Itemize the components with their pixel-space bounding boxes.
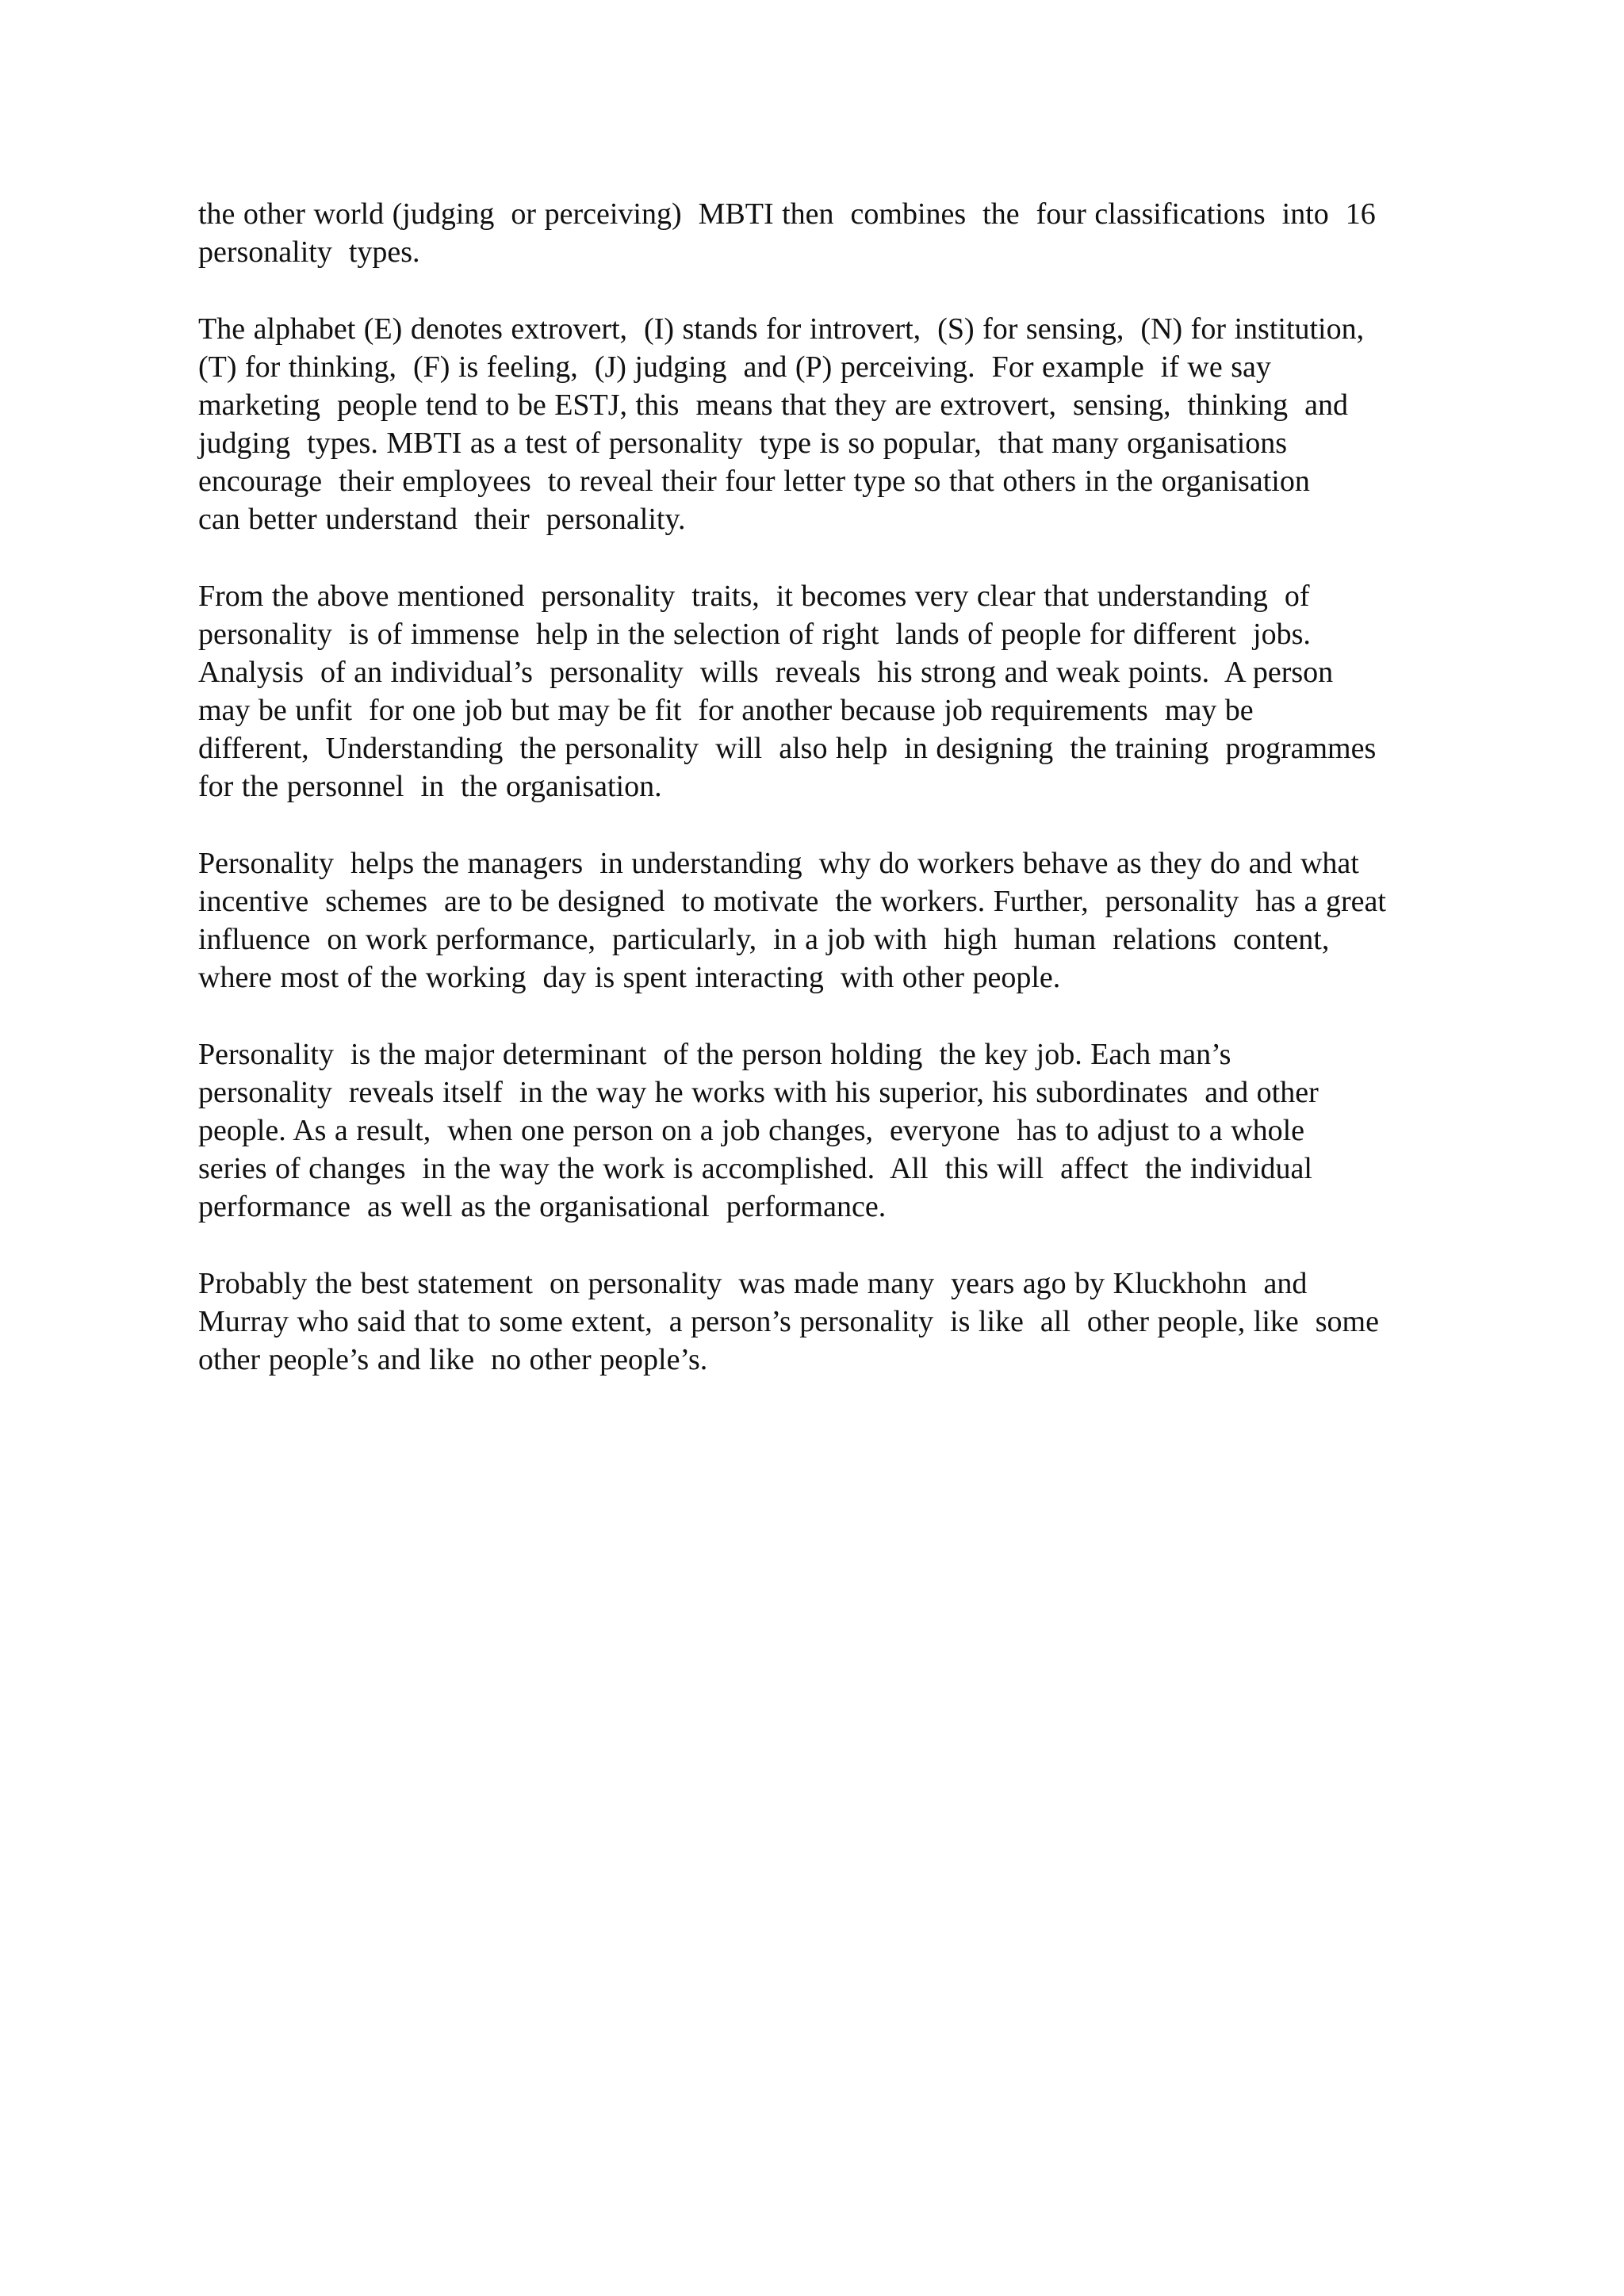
text-line: Personality is the major determinant of the person holding the key job. Each man’s [198,1038,1231,1071]
text-line: The alphabet (E) denotes extrovert, (I) stands for introvert, (S) for sensing, (N) for institution, [198,312,1365,346]
paragraph-traits [198,577,1435,806]
text-line: From the above mentioned personality traits, it becomes very clear that understanding of [198,580,1310,613]
text-line: incentive schemes are to be designed to motivate the workers. Further, personality has a great [198,885,1386,918]
paragraph-kluckhohn [198,1265,1435,1379]
paragraph-managers [198,844,1435,997]
text-line: Analysis of an individual’s personality wills reveals his strong and weak points. A person [198,656,1334,689]
text-line: where most of the working day is spent interacting with other people. [198,961,1061,994]
text-line: different, Understanding the personality will also help in designing the training programmes [198,732,1377,765]
paragraph-alphabet [198,310,1435,538]
text-line: influence on work performance, particularly, in a job with high human relations content, [198,923,1330,956]
text-line: personality is of immense help in the selection of right lands of people for different jobs. [198,618,1311,651]
paragraph-mbti-types [198,195,1435,271]
text-line: other people’s and like no other people’s. [198,1343,708,1376]
text-line: can better understand their personality. [198,503,686,536]
text-line: Murray who said that to some extent, a person’s personality is like all other people, like some [198,1305,1379,1338]
text-line: people. As a result, when one person on a job changes, everyone has to adjust to a whole [198,1114,1305,1147]
text-line: the other world (judging or perceiving) MBTI then combines the four classifications into 16 [198,197,1376,231]
text-line: personality reveals itself in the way he works with his superior, his subordinates and other [198,1076,1319,1109]
text-line: Probably the best statement on personality was made many years ago by Kluckhohn and [198,1267,1308,1300]
text-line: for the personnel in the organisation. [198,770,662,803]
text-line: may be unfit for one job but may be fit for another because job requirements may be [198,694,1254,727]
text-line: encourage their employees to reveal their four letter type so that others in the organisation [198,465,1310,498]
text-line: marketing people tend to be ESTJ, this means that they are extrovert, sensing, thinking and [198,388,1349,422]
paragraph-determinant [198,1035,1435,1226]
text-line: Personality helps the managers in understanding why do workers behave as they do and what [198,847,1359,880]
text-line: personality types. [198,235,420,269]
text-line: performance as well as the organisational performance. [198,1190,887,1223]
body-text [198,195,1435,1418]
text-line: judging types. MBTI as a test of personality type is so popular, that many organisations [198,427,1288,460]
text-line: (T) for thinking, (F) is feeling, (J) judging and (P) perceiving. For example if we say [198,350,1271,384]
text-line: series of changes in the way the work is accomplished. All this will affect the individual [198,1152,1312,1185]
